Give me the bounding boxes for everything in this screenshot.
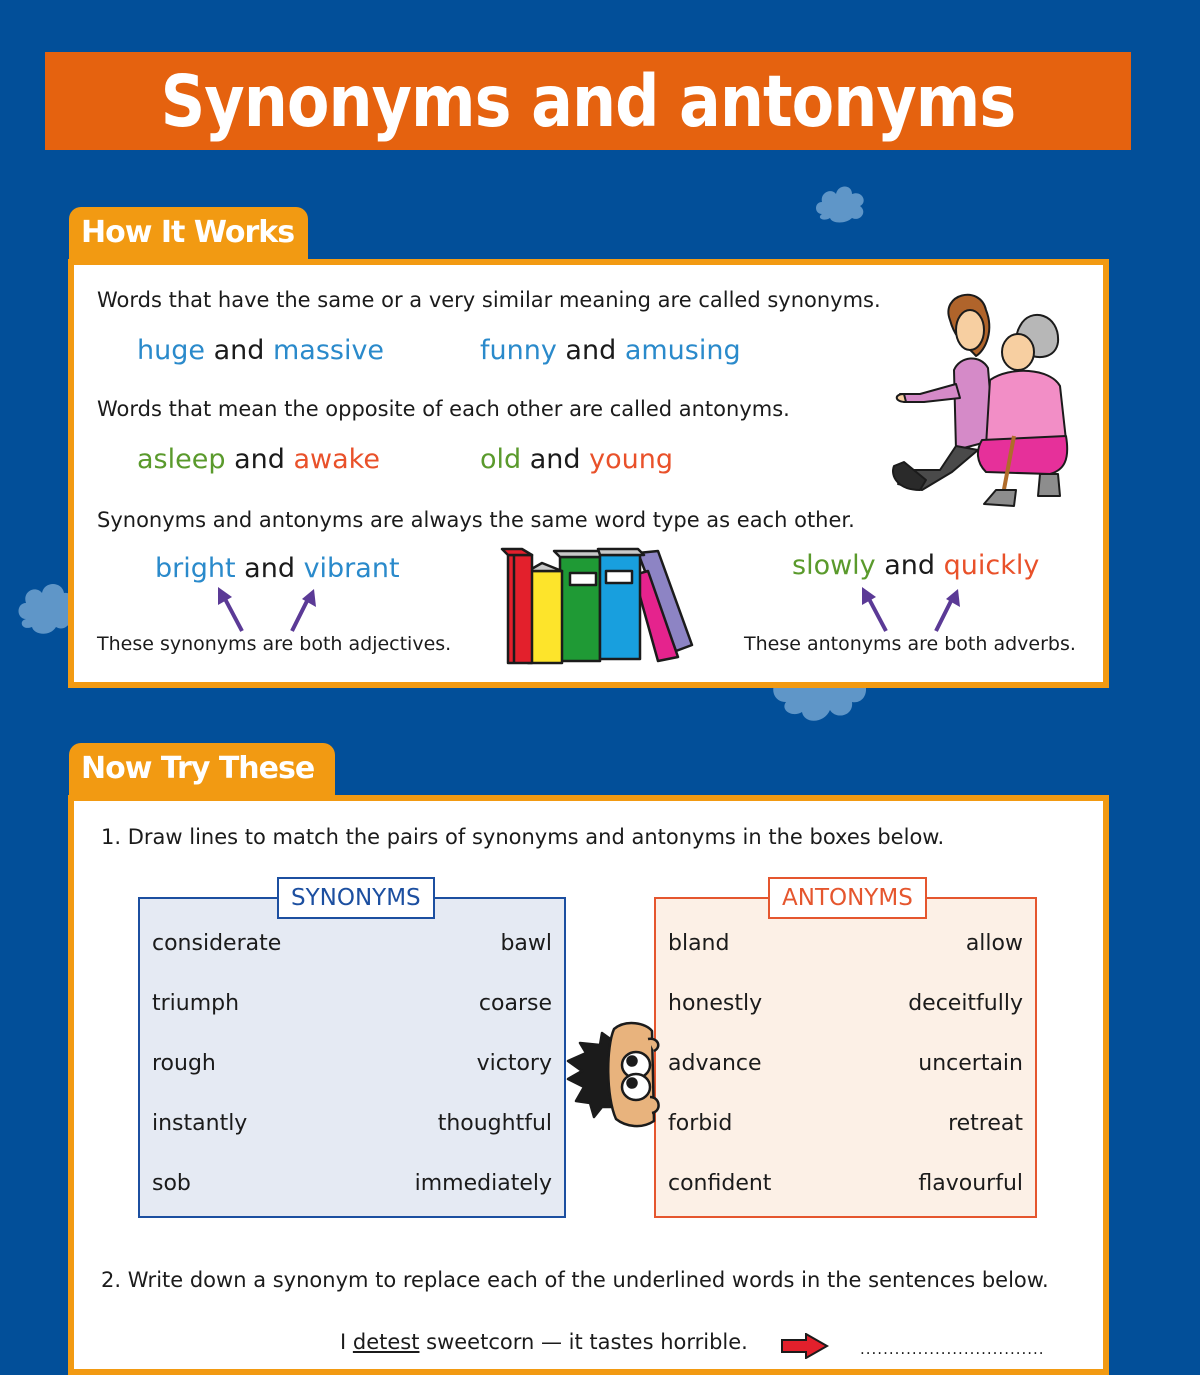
synonym-word-type-example [155, 553, 400, 584]
answer-blank[interactable]: ................................ [860, 1340, 1045, 1358]
matching-word[interactable]: forbid [668, 1111, 733, 1136]
joiner-word: and [244, 553, 295, 584]
question-number: 1. [101, 825, 122, 849]
matching-word[interactable]: confident [668, 1171, 772, 1196]
matching-word[interactable]: honestly [668, 991, 763, 1016]
antonyms-definition: Words that mean the opposite of each other are called antonyms. [97, 397, 790, 421]
matching-word[interactable]: bawl [500, 931, 552, 956]
cloud-icon [812, 180, 870, 224]
matching-word[interactable]: triumph [152, 991, 240, 1016]
question-text: Write down a synonym to replace each of the underlined words in the sentences below. [127, 1268, 1049, 1292]
how-it-works-tab [69, 207, 308, 265]
now-try-these-tab [69, 743, 335, 801]
arrow-icon [210, 585, 330, 635]
example-word: quickly [943, 550, 1040, 581]
page-title: Synonyms and antonyms [160, 59, 1016, 143]
matching-word[interactable]: considerate [152, 931, 282, 956]
matching-word[interactable]: deceitfully [908, 991, 1023, 1016]
question-text: Draw lines to match the pairs of synonyms and antonyms in the boxes below. [127, 825, 945, 849]
joiner-word: and [234, 444, 285, 475]
sentence-1 [340, 1330, 748, 1354]
example-word: slowly [792, 550, 876, 581]
matching-word[interactable]: flavourful [918, 1171, 1023, 1196]
women-walking-illustration [890, 290, 1075, 510]
example-word: old [480, 444, 522, 475]
matching-word[interactable]: bland [668, 931, 730, 956]
joiner-word: and [213, 335, 265, 366]
example-word: awake [293, 444, 380, 475]
question-2 [101, 1268, 1049, 1292]
sentence-text: sweetcorn — it tastes horrible. [419, 1330, 748, 1354]
joiner-word: and [884, 550, 936, 581]
synonyms-box-label: SYNONYMS [277, 877, 435, 919]
example-word: amusing [624, 335, 741, 366]
matching-word[interactable]: sob [152, 1171, 191, 1196]
word-type-note: Synonyms and antonyms are always the same word type as each other. [97, 508, 855, 532]
matching-word[interactable]: immediately [414, 1171, 552, 1196]
antonym-example [480, 444, 673, 475]
example-word: huge [137, 335, 205, 366]
matching-word[interactable]: thoughtful [437, 1111, 552, 1136]
antonym-caption: These antonyms are both adverbs. [744, 633, 1076, 655]
synonyms-definition: Words that have the same or a very similar meaning are called synonyms. [97, 288, 881, 312]
how-it-works-heading: How It Works [81, 215, 295, 250]
joiner-word: and [565, 335, 617, 366]
matching-word[interactable]: coarse [478, 991, 552, 1016]
example-word: funny [480, 335, 557, 366]
example-word: asleep [137, 444, 226, 475]
antonyms-box-label: ANTONYMS [768, 877, 927, 919]
sentence-text: I [340, 1330, 353, 1354]
synonym-example [480, 335, 741, 366]
matching-word[interactable]: uncertain [918, 1051, 1023, 1076]
synonyms-box [138, 885, 566, 1218]
example-word: massive [272, 335, 385, 366]
title-banner [45, 52, 1131, 150]
synonym-example [137, 335, 384, 366]
matching-word[interactable]: advance [668, 1051, 762, 1076]
cloud-icon [14, 575, 76, 637]
example-word: bright [155, 553, 236, 584]
matching-word[interactable]: instantly [152, 1111, 248, 1136]
example-word: vibrant [303, 553, 400, 584]
synonym-caption: These synonyms are both adjectives. [97, 633, 452, 655]
peeking-boy-illustration [566, 1017, 666, 1131]
arrow-icon [850, 585, 970, 635]
joiner-word: and [529, 444, 581, 475]
antonym-word-type-example [792, 550, 1039, 581]
matching-word[interactable]: rough [152, 1051, 216, 1076]
example-word: young [589, 444, 674, 475]
antonym-example [137, 444, 380, 475]
question-1 [101, 825, 944, 849]
underlined-word: detest [352, 1330, 420, 1354]
books-illustration [498, 545, 694, 667]
now-try-these-heading: Now Try These [81, 751, 315, 786]
red-arrow-icon [780, 1333, 830, 1359]
question-number: 2. [101, 1268, 122, 1292]
matching-word[interactable]: allow [965, 931, 1023, 956]
matching-word[interactable]: victory [476, 1051, 552, 1076]
antonyms-box [654, 885, 1037, 1218]
matching-word[interactable]: retreat [948, 1111, 1023, 1136]
